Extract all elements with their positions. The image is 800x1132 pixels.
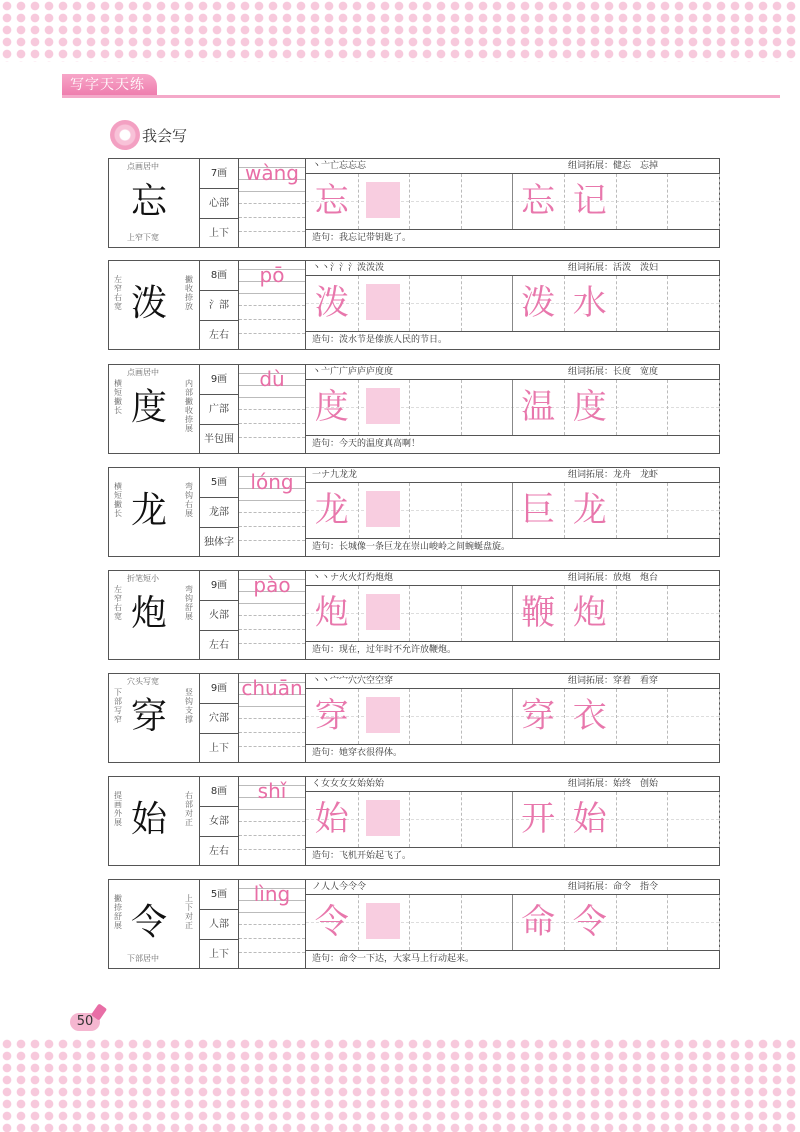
pinyin-box	[239, 880, 306, 968]
writing-cell[interactable]	[306, 792, 359, 847]
writing-cell[interactable]	[564, 483, 617, 538]
char-info	[200, 468, 239, 556]
writing-cell[interactable]	[409, 689, 462, 744]
radical: 穴部	[200, 704, 238, 734]
example-sentence: 造句：我忘记带钥匙了。	[312, 233, 412, 243]
trace-box	[366, 388, 400, 424]
stroke-order: 丶丶氵氵氵泼泼泼	[312, 263, 385, 273]
hint-left: 提画外展	[114, 791, 122, 827]
writing-cell[interactable]	[306, 586, 359, 641]
stroke-order-row	[306, 777, 719, 792]
writing-cell[interactable]	[512, 276, 565, 331]
writing-cell[interactable]	[667, 792, 720, 847]
hint-bottom: 上窄下宽	[127, 233, 159, 242]
practice-char: 水	[572, 283, 607, 323]
page-number: 50	[70, 1013, 100, 1031]
practice-char: 穿	[521, 696, 556, 736]
writing-cell[interactable]	[409, 792, 462, 847]
structure: 左右	[209, 640, 229, 651]
practice-area	[306, 777, 719, 865]
practice-char: 令	[572, 902, 607, 942]
pinyin: lìng	[253, 882, 291, 906]
writing-grid	[306, 483, 719, 539]
trace-box	[366, 491, 400, 527]
sample-character: 始	[131, 799, 168, 840]
writing-cell[interactable]	[512, 174, 565, 229]
radical: 龙部	[200, 498, 238, 528]
writing-cell[interactable]	[512, 483, 565, 538]
writing-cell[interactable]	[461, 380, 514, 435]
structure: 上下	[209, 949, 229, 960]
char-info	[200, 159, 239, 247]
pinyin-box	[239, 159, 306, 247]
writing-grid	[306, 792, 719, 848]
hint-left: 左窄右宽	[114, 275, 122, 311]
practice-char: 温	[521, 387, 556, 427]
sample-cell	[109, 468, 200, 556]
practice-char: 衣	[572, 696, 607, 736]
radical: 广部	[200, 395, 238, 425]
word-extension: 组词拓展：放炮 炮台	[568, 573, 659, 583]
radical: 人部	[200, 910, 238, 940]
sample-cell	[109, 261, 200, 349]
writing-cell[interactable]	[409, 586, 462, 641]
stroke-count: 8画	[200, 777, 238, 807]
structure: 左右	[209, 846, 229, 857]
pinyin-box	[239, 261, 306, 349]
trace-box	[366, 697, 400, 733]
sample-cell	[109, 365, 200, 453]
pinyin: shǐ	[257, 779, 287, 803]
radical: 氵部	[200, 291, 238, 321]
writing-cell[interactable]	[564, 586, 617, 641]
bottom-dot-border	[0, 1038, 800, 1132]
stroke-count: 8画	[200, 261, 238, 291]
stroke-order: 丶丶ナ火火灯灼炮炮	[312, 573, 394, 583]
hint-right: 弯钩舒展	[185, 585, 193, 621]
character-block	[108, 260, 720, 350]
structure: 上下	[209, 743, 229, 754]
char-info	[200, 777, 239, 865]
writing-cell[interactable]	[616, 895, 669, 950]
writing-cell[interactable]	[461, 586, 514, 641]
practice-char: 令	[314, 902, 349, 942]
sample-character: 度	[131, 387, 168, 428]
sample-character: 穿	[131, 696, 168, 737]
practice-char: 穿	[314, 696, 349, 736]
writing-grid	[306, 276, 719, 332]
example-sentence: 造句：今天的温度真高啊！	[312, 439, 421, 449]
sample-character: 令	[131, 902, 168, 943]
writing-grid	[306, 380, 719, 436]
hint-top: 穴头写宽	[127, 677, 159, 686]
pinyin: pào	[253, 573, 291, 597]
pinyin-box	[239, 777, 306, 865]
character-block	[108, 158, 720, 248]
practice-char: 忘	[521, 181, 556, 221]
writing-cell[interactable]	[564, 689, 617, 744]
practice-char: 始	[314, 799, 349, 839]
stroke-order: 丶亠广广庐庐庐度度	[312, 367, 394, 377]
practice-area	[306, 571, 719, 659]
practice-char: 龙	[314, 490, 349, 530]
practice-char: 忘	[314, 181, 349, 221]
sample-cell	[109, 880, 200, 968]
stroke-order: 丶丶宀宀穴穴空空穿	[312, 676, 394, 686]
writing-cell[interactable]	[616, 689, 669, 744]
sample-cell	[109, 159, 200, 247]
stroke-order-row	[306, 365, 719, 380]
sample-character: 龙	[131, 490, 168, 531]
char-info	[200, 365, 239, 453]
writing-cell[interactable]	[358, 380, 411, 435]
hint-bottom: 下部居中	[127, 954, 159, 963]
header-tab: 写字天天练	[62, 74, 157, 96]
stroke-order-row	[306, 571, 719, 586]
word-extension: 组词拓展：穿着 看穿	[568, 676, 659, 686]
hint-top: 点画居中	[127, 368, 159, 377]
writing-cell[interactable]	[512, 895, 565, 950]
char-info	[200, 571, 239, 659]
stroke-order-row	[306, 880, 719, 895]
practice-area	[306, 365, 719, 453]
writing-grid	[306, 689, 719, 745]
practice-char: 鞭	[521, 593, 556, 633]
char-info	[200, 261, 239, 349]
hint-right: 内部撇收捺展	[185, 379, 193, 433]
writing-cell[interactable]	[512, 586, 565, 641]
trace-box	[366, 594, 400, 630]
structure: 半包围	[204, 434, 234, 445]
practice-area	[306, 674, 719, 762]
structure: 独体字	[204, 537, 234, 548]
writing-cell[interactable]	[564, 792, 617, 847]
hint-right: 竖钩支撑	[185, 688, 193, 724]
writing-cell[interactable]	[358, 174, 411, 229]
stroke-count: 9画	[200, 674, 238, 704]
writing-cell[interactable]	[616, 380, 669, 435]
section-title	[110, 119, 187, 151]
writing-cell[interactable]	[667, 276, 720, 331]
structure: 左右	[209, 330, 229, 341]
radical: 心部	[200, 189, 238, 219]
writing-cell[interactable]	[358, 895, 411, 950]
radical: 火部	[200, 601, 238, 631]
writing-cell[interactable]	[564, 380, 617, 435]
hint-left: 左窄右宽	[114, 585, 122, 621]
hint-right: 撇收捺放	[185, 275, 193, 311]
practice-char: 龙	[572, 490, 607, 530]
writing-cell[interactable]	[306, 380, 359, 435]
writing-cell[interactable]	[358, 276, 411, 331]
stroke-order: 一ナ九龙龙	[312, 470, 358, 480]
writing-cell[interactable]	[358, 483, 411, 538]
writing-cell[interactable]	[564, 895, 617, 950]
pinyin-box	[239, 571, 306, 659]
hint-top: 点画居中	[127, 162, 159, 171]
writing-cell[interactable]	[306, 689, 359, 744]
sample-cell	[109, 571, 200, 659]
hint-left: 横短撇长	[114, 379, 122, 415]
example-sentence: 造句：泼水节是傣族人民的节日。	[312, 335, 448, 345]
practice-char: 炮	[572, 593, 607, 633]
character-block	[108, 776, 720, 866]
sample-character: 炮	[131, 593, 168, 634]
structure: 上下	[209, 228, 229, 239]
pinyin-box	[239, 674, 306, 762]
writing-grid	[306, 895, 719, 951]
writing-cell[interactable]	[409, 276, 462, 331]
writing-grid	[306, 586, 719, 642]
writing-cell[interactable]	[358, 586, 411, 641]
hint-left: 横短撇长	[114, 482, 122, 518]
writing-cell[interactable]	[616, 174, 669, 229]
word-extension: 组词拓展：活泼 泼妇	[568, 263, 659, 273]
practice-area	[306, 159, 719, 247]
writing-cell[interactable]	[564, 276, 617, 331]
practice-char: 巨	[521, 490, 556, 530]
trace-box	[366, 284, 400, 320]
writing-cell[interactable]	[358, 792, 411, 847]
hint-left: 下部写窄	[114, 688, 122, 724]
stroke-order: ノ人人今令令	[312, 882, 367, 892]
header-rule	[62, 95, 780, 98]
trace-box	[366, 903, 400, 939]
word-extension: 组词拓展：健忘 忘掉	[568, 161, 659, 171]
writing-cell[interactable]	[409, 483, 462, 538]
trace-box	[366, 800, 400, 836]
sample-cell	[109, 777, 200, 865]
writing-cell[interactable]	[409, 380, 462, 435]
writing-cell[interactable]	[512, 792, 565, 847]
hint-right: 弯钩右展	[185, 482, 193, 518]
writing-cell[interactable]	[616, 483, 669, 538]
writing-cell[interactable]	[306, 174, 359, 229]
pinyin: chuān	[241, 676, 303, 700]
example-sentence: 造句：现在，过年时不允许放鞭炮。	[312, 645, 457, 655]
writing-cell[interactable]	[512, 689, 565, 744]
practice-area	[306, 261, 719, 349]
writing-cell[interactable]	[512, 380, 565, 435]
writing-cell[interactable]	[564, 174, 617, 229]
practice-char: 命	[521, 902, 556, 942]
stroke-count: 7画	[200, 159, 238, 189]
stroke-order: 丶亠亡忘忘忘	[312, 161, 367, 171]
example-sentence: 造句：命令一下达，大家马上行动起来。	[312, 954, 475, 964]
example-sentence: 造句：飞机开始起飞了。	[312, 851, 412, 861]
practice-char: 始	[572, 799, 607, 839]
practice-char: 度	[572, 387, 607, 427]
stroke-order-row	[306, 159, 719, 174]
practice-char: 开	[521, 799, 556, 839]
char-info	[200, 674, 239, 762]
writing-cell[interactable]	[667, 586, 720, 641]
character-block	[108, 879, 720, 969]
writing-cell[interactable]	[667, 689, 720, 744]
char-info	[200, 880, 239, 968]
hint-left: 撇捺舒展	[114, 894, 122, 930]
section-title-label: 我会写	[142, 126, 188, 145]
stroke-order-row	[306, 468, 719, 483]
writing-cell[interactable]	[306, 276, 359, 331]
stroke-count: 9画	[200, 365, 238, 395]
writing-cell[interactable]	[461, 174, 514, 229]
trace-box	[366, 182, 400, 218]
writing-cell[interactable]	[409, 174, 462, 229]
practice-area	[306, 468, 719, 556]
writing-cell[interactable]	[616, 792, 669, 847]
word-extension: 组词拓展：龙舟 龙虾	[568, 470, 659, 480]
hint-right: 右部对正	[185, 791, 193, 827]
practice-char: 泼	[521, 283, 556, 323]
pinyin: lóng	[250, 470, 294, 494]
example-sentence: 造句：她穿衣很得体。	[312, 748, 403, 758]
word-extension: 组词拓展：长度 宽度	[568, 367, 659, 377]
pinyin: wàng	[245, 161, 299, 185]
character-block	[108, 364, 720, 454]
writing-cell[interactable]	[461, 895, 514, 950]
example-sentence: 造句：长城像一条巨龙在崇山峻岭之间蜿蜒盘旋。	[312, 542, 511, 552]
writing-cell[interactable]	[667, 380, 720, 435]
writing-cell[interactable]	[461, 276, 514, 331]
writing-cell[interactable]	[616, 276, 669, 331]
page-number-badge	[70, 1005, 110, 1033]
writing-cell[interactable]	[667, 483, 720, 538]
writing-cell[interactable]	[461, 483, 514, 538]
word-extension: 组词拓展：命令 指令	[568, 882, 659, 892]
practice-char: 度	[314, 387, 349, 427]
character-block	[108, 570, 720, 660]
practice-char: 泼	[314, 283, 349, 323]
stroke-count: 5画	[200, 468, 238, 498]
writing-cell[interactable]	[358, 689, 411, 744]
word-extension: 组词拓展：始终 创始	[568, 779, 659, 789]
pinyin-box	[239, 365, 306, 453]
writing-grid	[306, 174, 719, 230]
stroke-order: く女女女女始始始	[312, 779, 385, 789]
stroke-order-row	[306, 261, 719, 276]
hint-right: 上下对正	[185, 894, 193, 930]
pinyin: dù	[259, 367, 285, 391]
writing-cell[interactable]	[306, 483, 359, 538]
writing-cell[interactable]	[461, 792, 514, 847]
writing-cell[interactable]	[306, 895, 359, 950]
writing-cell[interactable]	[616, 586, 669, 641]
stroke-order-row	[306, 674, 719, 689]
hint-top: 折笔短小	[127, 574, 159, 583]
top-dot-border	[0, 0, 800, 62]
stroke-count: 5画	[200, 880, 238, 910]
character-block	[108, 673, 720, 763]
flower-icon	[110, 120, 140, 150]
practice-char: 记	[572, 181, 607, 221]
sample-cell	[109, 674, 200, 762]
stroke-count: 9画	[200, 571, 238, 601]
writing-cell[interactable]	[409, 895, 462, 950]
sample-character: 泼	[131, 283, 168, 324]
writing-cell[interactable]	[461, 689, 514, 744]
practice-char: 炮	[314, 593, 349, 633]
pinyin: pō	[259, 263, 285, 287]
pinyin-box	[239, 468, 306, 556]
writing-cell[interactable]	[667, 895, 720, 950]
sample-character: 忘	[131, 181, 168, 222]
writing-cell[interactable]	[667, 174, 720, 229]
character-block	[108, 467, 720, 557]
radical: 女部	[200, 807, 238, 837]
practice-area	[306, 880, 719, 968]
